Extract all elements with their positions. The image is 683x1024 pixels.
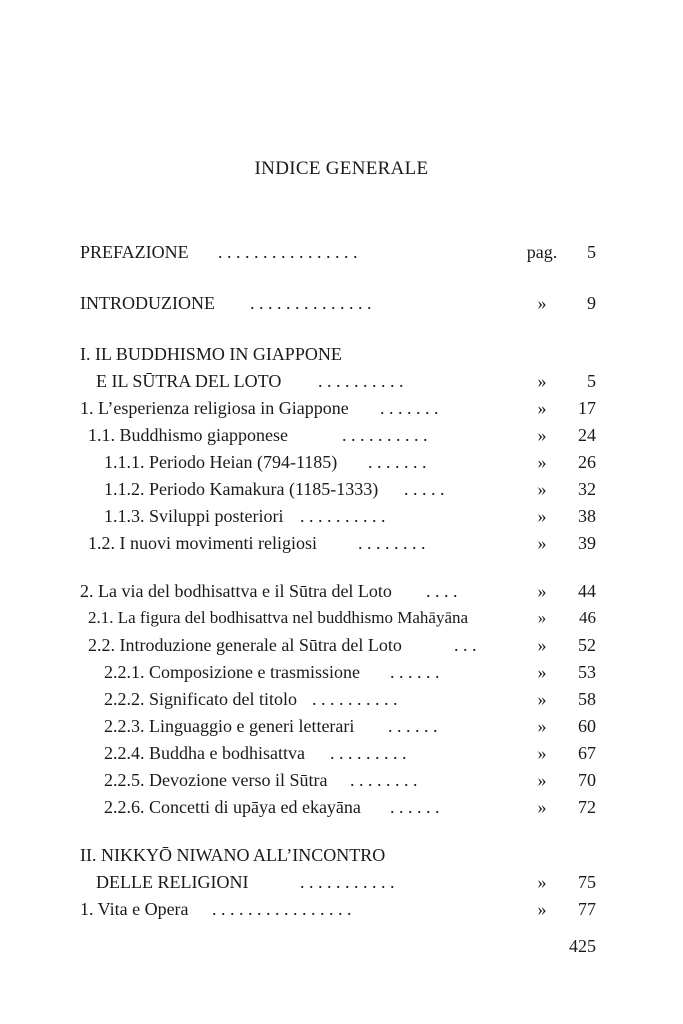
page-marker: pag.	[526, 242, 558, 262]
page-marker: »	[537, 506, 547, 526]
page-marker: »	[537, 581, 547, 601]
toc-entry-label: INTRODUZIONE	[80, 293, 215, 313]
dot-leader: . . . . . . . . . . .	[300, 872, 395, 892]
toc-entry	[104, 660, 600, 684]
page-number: 5	[587, 371, 596, 391]
toc-entry-label: 2.2.1. Composizione e trasmissione	[104, 662, 360, 682]
toc-entry	[104, 477, 600, 501]
dot-leader: . . . . . . . . . .	[342, 425, 428, 445]
page-number: 46	[579, 608, 596, 627]
page-marker: »	[537, 716, 547, 736]
page-marker: »	[537, 293, 547, 313]
page-number: 77	[578, 899, 596, 919]
dot-leader: . . . . . .	[390, 797, 440, 817]
page-number: 5	[587, 242, 596, 262]
dot-leader: . . . . . .	[390, 662, 440, 682]
toc-entry	[96, 870, 600, 894]
toc-entry-label: 2.1. La figura del bodhisattva nel buddhismo Mahāyāna	[88, 608, 469, 627]
toc-entry-label: II. NIKKYŌ NIWANO ALL’INCONTRO	[80, 845, 386, 865]
toc-entry-label: 1.1. Buddhismo giapponese	[88, 425, 288, 445]
dot-leader: . . . . . . . . . . . . . . . .	[212, 899, 352, 919]
page-number: 52	[578, 635, 596, 655]
page-marker: »	[537, 743, 547, 763]
page-marker: »	[537, 689, 547, 709]
toc-entry	[104, 504, 600, 528]
toc-entry-label: 1.1.1. Periodo Heian (794-1185)	[104, 452, 338, 472]
toc-entry-label: E IL SŪTRA DEL LOTO	[96, 371, 282, 391]
toc-entry	[104, 768, 600, 792]
dot-leader: . . . . . . . . . .	[312, 689, 398, 709]
toc-entry-label: 2.2.2. Significato del titolo	[104, 689, 297, 709]
page-marker: »	[537, 872, 547, 892]
dot-leader: . . . . . . . . . . . . . . . .	[218, 242, 358, 262]
dot-leader: . . . . .	[404, 479, 445, 499]
dot-leader: . . . . . . . . .	[330, 743, 407, 763]
toc-entry	[104, 714, 600, 738]
toc-entry-label: DELLE RELIGIONI	[96, 872, 249, 892]
page-number: 67	[578, 743, 596, 763]
dot-leader: . . . . . . .	[380, 398, 439, 418]
toc-entry-label: 1. Vita e Opera	[80, 899, 189, 919]
toc-entry	[88, 606, 600, 630]
toc-entry	[80, 897, 600, 921]
dot-leader: . . . . . . . . . .	[300, 506, 386, 526]
toc-entry	[104, 795, 600, 819]
dot-leader: . . . .	[426, 581, 458, 601]
page-marker: »	[537, 425, 547, 445]
page-number: 9	[587, 293, 596, 313]
toc-entry	[104, 687, 600, 711]
toc-entry	[88, 423, 600, 447]
dot-leader: . . . . . .	[388, 716, 438, 736]
toc-entry-label: 2.2.4. Buddha e bodhisattva	[104, 743, 305, 763]
toc-entry-label: 1.1.3. Sviluppi posteriori	[104, 506, 284, 526]
toc-entry	[88, 633, 600, 657]
toc-entry	[104, 741, 600, 765]
page-marker: »	[537, 899, 547, 919]
toc-entry	[80, 240, 600, 264]
page-number: 24	[578, 425, 596, 445]
page-number: 72	[578, 797, 596, 817]
page-marker: »	[537, 770, 547, 790]
toc-entry	[80, 342, 600, 366]
page-title: INDICE GENERALE	[254, 158, 429, 179]
folio-page-number: 425	[569, 936, 596, 956]
toc-entry-label: 2.2. Introduzione generale al Sūtra del Loto	[88, 635, 402, 655]
page-number: 53	[578, 662, 596, 682]
page-marker: »	[537, 371, 547, 391]
dot-leader: . . . . . . .	[368, 452, 427, 472]
toc-entry-label: I. IL BUDDHISMO IN GIAPPONE	[80, 344, 342, 364]
page-number: 60	[578, 716, 596, 736]
dot-leader: . . .	[454, 635, 477, 655]
toc-entry	[96, 369, 600, 393]
page-marker: »	[537, 608, 547, 627]
toc-entry-label: 2.2.5. Devozione verso il Sūtra	[104, 770, 328, 790]
toc-entry	[80, 843, 600, 867]
dot-leader: . . . . . . . . . .	[318, 371, 404, 391]
toc-entry-label: 2.2.6. Concetti di upāya ed ekayāna	[104, 797, 361, 817]
toc-entry-label: 2.2.3. Linguaggio e generi letterari	[104, 716, 355, 736]
page-number: 26	[578, 452, 596, 472]
page-number: 70	[578, 770, 596, 790]
dot-leader: . . . . . . . .	[350, 770, 418, 790]
toc-entry-label: 1.1.2. Periodo Kamakura (1185-1333)	[104, 479, 379, 499]
toc-entry	[80, 291, 600, 315]
page-marker: »	[537, 797, 547, 817]
page-number: 38	[578, 506, 596, 526]
toc-entry	[80, 396, 600, 420]
page-marker: »	[537, 662, 547, 682]
toc-entry	[88, 531, 600, 555]
toc-entry	[104, 450, 600, 474]
page-marker: »	[537, 398, 547, 418]
toc-entry-label: PREFAZIONE	[80, 242, 189, 262]
page-marker: »	[537, 533, 547, 553]
dot-leader: . . . . . . . . . . . . . .	[250, 293, 372, 313]
toc-entry-label: 1. L’esperienza religiosa in Giappone	[80, 398, 349, 418]
page-number: 17	[578, 398, 596, 418]
toc-entry-label: 1.2. I nuovi movimenti religiosi	[88, 533, 317, 553]
toc-entry-label: 2. La via del bodhisattva e il Sūtra del Loto	[80, 581, 392, 601]
page-number: 32	[578, 479, 596, 499]
toc-entry	[80, 579, 600, 603]
page-number: 75	[578, 872, 596, 892]
page-number: 44	[578, 581, 596, 601]
dot-leader: . . . . . . . .	[358, 533, 426, 553]
page-number: 39	[578, 533, 596, 553]
page-marker: »	[537, 479, 547, 499]
page-marker: »	[537, 452, 547, 472]
page-marker: »	[537, 635, 547, 655]
page-number: 58	[578, 689, 596, 709]
